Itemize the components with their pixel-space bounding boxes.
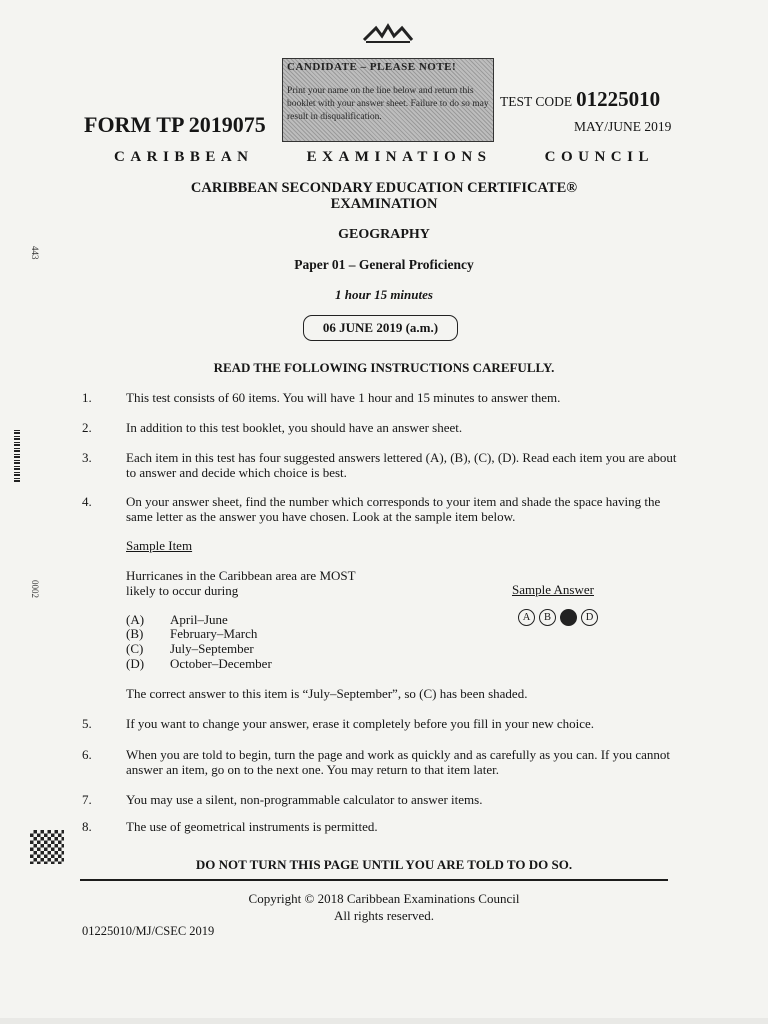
margin-number: 0002	[30, 580, 40, 598]
copyright	[0, 890, 768, 924]
sample-item-heading: Sample Item	[126, 538, 193, 553]
option-letter: (D)	[126, 656, 145, 671]
option-letter: (A)	[126, 612, 145, 627]
sample-answer-heading: Sample Answer	[512, 582, 594, 597]
duration: 1 hour 15 minutes	[335, 287, 433, 302]
answer-bubble: B	[539, 609, 556, 626]
answer-bubble-shaded: C	[560, 609, 577, 626]
option-letter: (B)	[126, 626, 144, 641]
test-code	[500, 87, 660, 112]
instruction-number: 4.	[82, 494, 92, 509]
paper-title: Paper 01 – General Proficiency	[294, 257, 474, 272]
exam-date-box: 06 JUNE 2019 (a.m.)	[303, 315, 458, 341]
notice-title: CANDIDATE – PLEASE NOTE!	[287, 61, 457, 73]
exam-session: MAY/JUNE 2019	[574, 119, 672, 134]
do-not-turn-notice: DO NOT TURN THIS PAGE UNTIL YOU ARE TOLD TO DO SO.	[195, 857, 573, 872]
sample-question: Hurricanes in the Caribbean area are MOST likely to occur during	[126, 568, 356, 598]
notice-body: Print your name on the line below and return this booklet with your answer sheet. Failure to do so may result in disqualification.	[287, 86, 489, 122]
answer-bubble: D	[581, 609, 598, 626]
margin-number: 443	[30, 246, 40, 260]
instruction-number: 1.	[82, 390, 92, 405]
form-number: FORM TP 2019075	[84, 112, 266, 137]
instruction-number: 5.	[82, 716, 92, 731]
test-code-label: TEST CODE	[500, 94, 573, 109]
option-text: October–December	[170, 656, 272, 671]
instruction-text: This test consists of 60 items. You will have 1 hour and 15 minutes to answer them.	[126, 390, 561, 405]
option-text: July–September	[170, 641, 254, 656]
rights-line: All rights reserved.	[333, 908, 434, 923]
council-name	[114, 149, 654, 166]
instruction-number: 2.	[82, 420, 92, 435]
instruction-text: You may use a silent, non-programmable calculator to answer items.	[126, 792, 483, 807]
certificate-line: EXAMINATION	[330, 196, 438, 212]
subject-title: GEOGRAPHY	[338, 227, 430, 242]
divider	[80, 879, 668, 881]
council-word: CARIBBEAN	[114, 149, 254, 165]
certificate-title	[0, 180, 768, 212]
correct-answer-note: The correct answer to this item is “July–September”, so (C) has been shaded.	[126, 686, 528, 701]
council-word: EXAMINATIONS	[306, 149, 492, 165]
instruction-text: When you are told to begin, turn the page and work as quickly and as carefully as you can. If you cannot answer an item, go on to the next one. You may return to that item later.	[126, 747, 671, 777]
qr-code	[30, 830, 64, 864]
instruction-text: On your answer sheet, find the number which corresponds to your item and shade the space having the same letter as the answer you have chosen. Look at the sample item below.	[126, 494, 661, 524]
option-text: February–March	[170, 626, 258, 641]
instruction-number: 8.	[82, 819, 92, 834]
instruction-text: Each item in this test has four suggested answers lettered (A), (B), (C), (D). Read each item you are about to answer and decide which choice is best.	[126, 450, 677, 480]
certificate-line: CARIBBEAN SECONDARY EDUCATION CERTIFICATE®	[190, 180, 578, 196]
copyright-line: Copyright © 2018 Caribbean Examinations Council	[248, 891, 520, 906]
test-code-number: 01225010	[576, 87, 661, 111]
instruction-text: The use of geometrical instruments is permitted.	[126, 819, 378, 834]
instruction-number: 7.	[82, 792, 92, 807]
footer-code: 01225010/MJ/CSEC 2019	[82, 924, 215, 938]
instructions-heading: READ THE FOLLOWING INSTRUCTIONS CAREFULLY.	[213, 360, 555, 375]
instruction-text: In addition to this test booklet, you should have an answer sheet.	[126, 420, 463, 435]
council-word: COUNCIL	[544, 149, 654, 165]
option-text: April–June	[170, 612, 228, 627]
instruction-number: 3.	[82, 450, 92, 465]
answer-bubble: A	[518, 609, 535, 626]
barcode-strip	[14, 430, 20, 482]
cxc-logo	[362, 22, 414, 44]
instruction-number: 6.	[82, 747, 92, 762]
option-letter: (C)	[126, 641, 144, 656]
candidate-notice-box	[282, 58, 494, 142]
answer-bubbles	[518, 609, 598, 626]
instruction-text: If you want to change your answer, erase it completely before you fill in your new choice.	[126, 716, 595, 731]
